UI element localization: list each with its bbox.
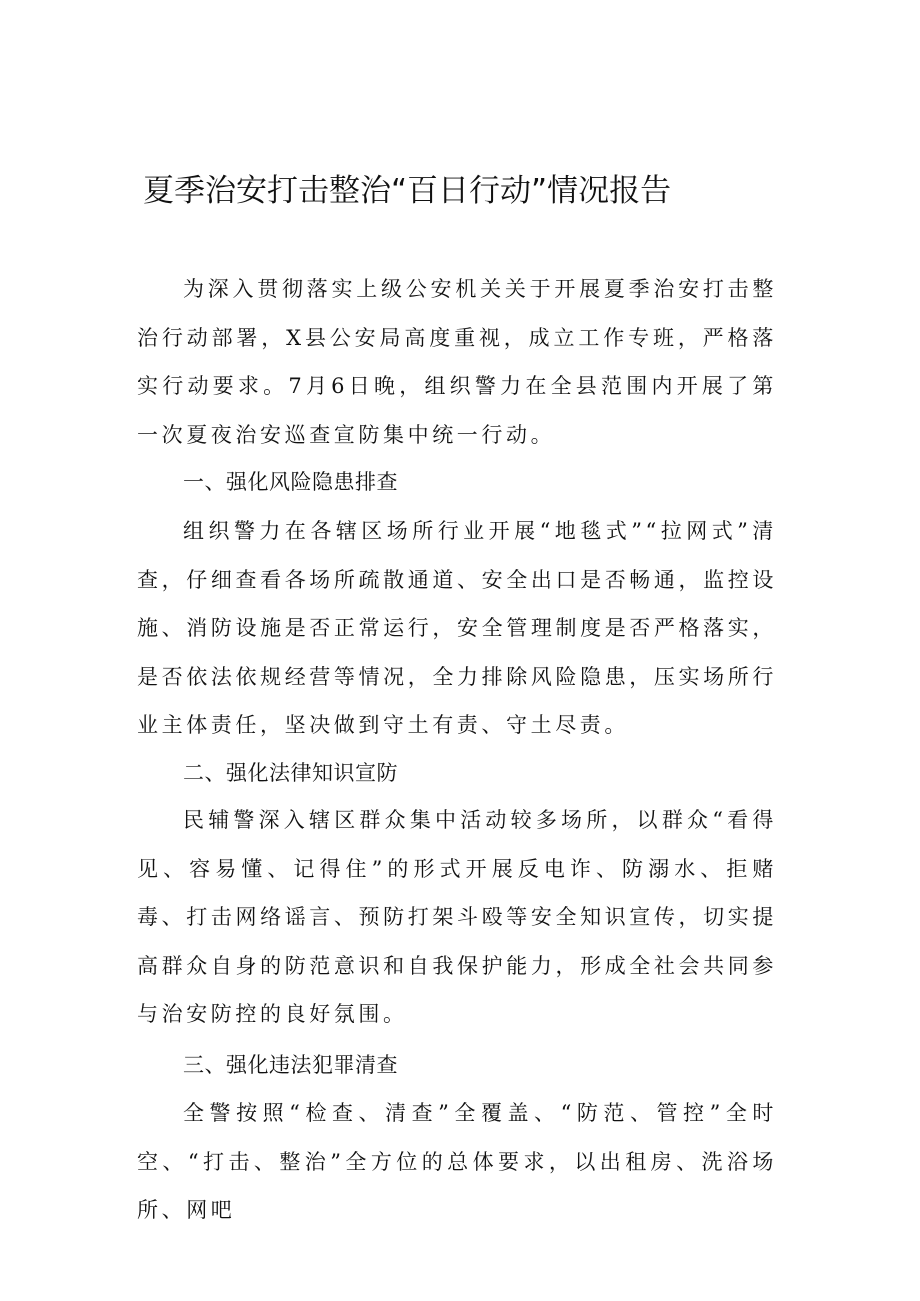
intro-paragraph: 为深入贯彻落实上级公安机关关于开展夏季治安打击整治行动部署，X县公安局高度重视，成立工作专班，严格落实行动要求。7月6日晚，组织警力在全县范围内开展了第一次夏夜治安巡查宣防集中统一行动。 xyxy=(137,277,777,447)
section-heading-3: 三、强化违法犯罪清查 xyxy=(183,1053,398,1077)
section-body-2: 民辅警深入辖区群众集中活动较多场所，以群众“看得见、容易懂、记得住”的形式开展反电诈、防溺水、拒赌毒、打击网络谣言、预防打架斗殴等安全知识宣传，切实提高群众自身的防范意识和自我保护能力，形成全社会共同参与治安防控的良好氛围。 xyxy=(137,808,777,1027)
section-heading-2: 二、强化法律知识宣防 xyxy=(183,761,398,785)
document-title: 夏季治安打击整治“百日行动”情况报告 xyxy=(143,173,672,209)
section-body-3: 全警按照“检查、清查”全覆盖、“防范、管控”全时空、“打击、整治”全方位的总体要求，以出租房、洗浴场所、网吧 xyxy=(137,1101,777,1223)
section-body-1: 组织警力在各辖区场所行业开展“地毯式”“拉网式”清查，仔细查看各场所疏散通道、安全出口是否畅通，监控设施、消防设施是否正常运行，安全管理制度是否严格落实，是否依法依规经营等情况，全力排除风险隐患，压实场所行业主体责任，坚决做到守土有责、守土尽责。 xyxy=(137,519,777,738)
section-heading-1: 一、强化风险隐患排查 xyxy=(183,470,398,494)
